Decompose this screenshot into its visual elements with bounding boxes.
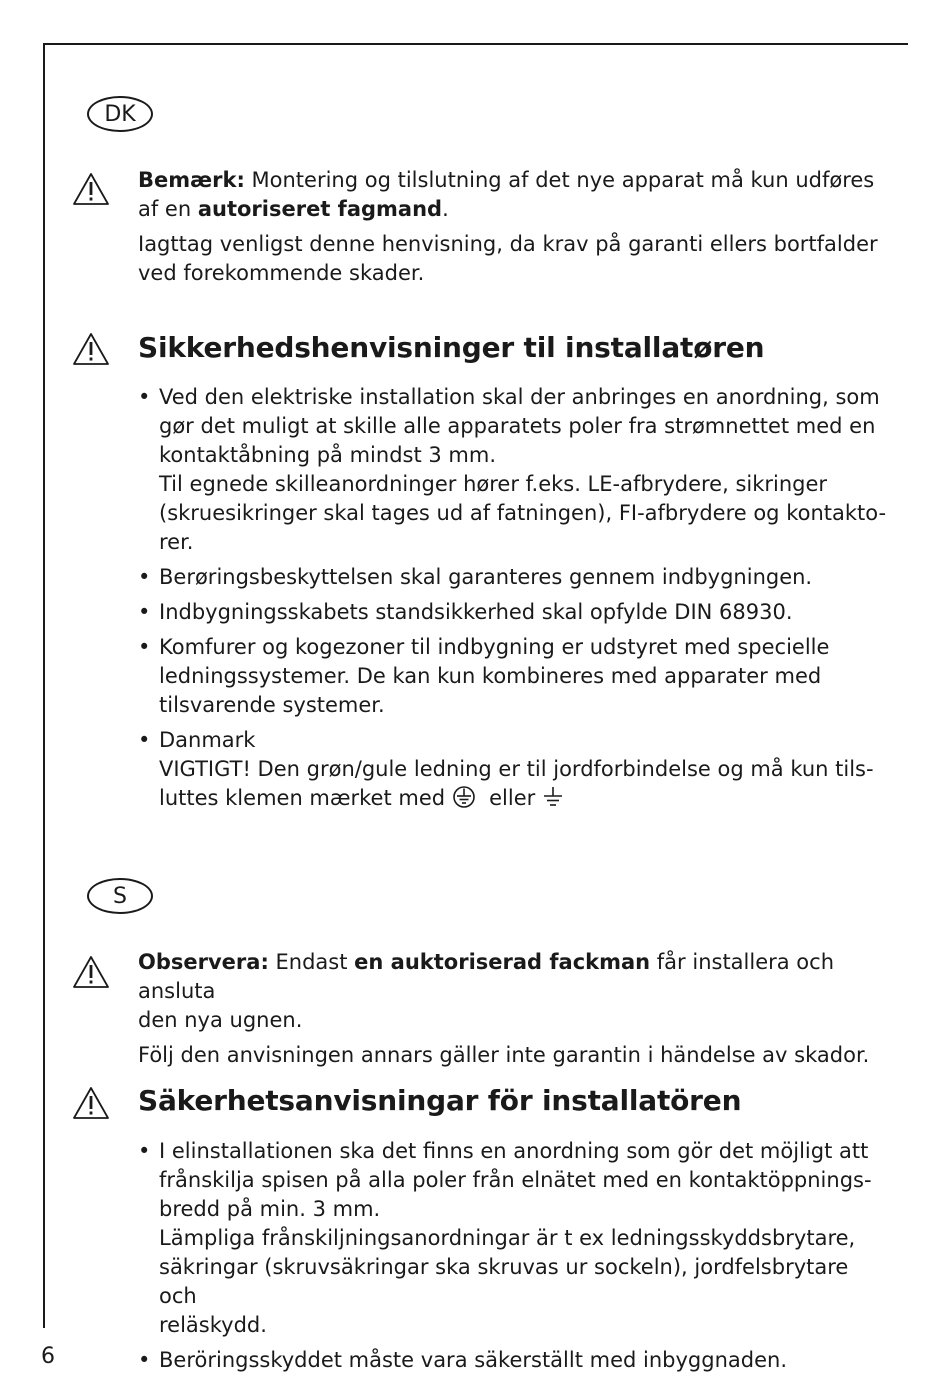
dk-note-text-1: Montering og tilslutning af det nye apparat må kun udføres xyxy=(244,168,875,192)
list-item xyxy=(138,383,888,557)
dk-safety-list xyxy=(138,383,888,819)
list-item xyxy=(138,1137,888,1340)
list-item-line: gør det muligt at skille alle apparatets poler fra strømnettet med en xyxy=(159,414,876,438)
warning-triangle-icon xyxy=(72,1086,110,1120)
list-item-line: Til egnede skilleanordninger hører f.eks. LE-afbrydere, sikringer xyxy=(159,472,828,496)
se-note-para-2: Följ den anvisningen annars gäller inte garantin i händelse av skador. xyxy=(138,1043,870,1067)
se-note-line-1 xyxy=(138,948,883,1006)
frame-top-border xyxy=(43,43,908,45)
list-item-line: Lämpliga frånskiljningsanordningar är t ex ledningsskyddsbrytare, xyxy=(159,1226,856,1250)
dk-note-line-2 xyxy=(138,195,883,224)
list-item-line: • Danmark xyxy=(159,728,256,752)
se-note-label: Observera: xyxy=(138,950,269,974)
language-badge-dk-label: DK xyxy=(104,101,136,127)
dk-note-emphasis: autoriseret fagmand xyxy=(197,197,443,221)
dk-section-heading: Sikkerhedshenvisninger til installatøren xyxy=(138,331,765,364)
se-note-line-2: den nya ugnen. xyxy=(138,1008,303,1032)
list-item-line: • Komfurer og kogezoner til indbygning er udstyret med specielle xyxy=(159,635,830,659)
warning-triangle-icon xyxy=(72,172,110,206)
list-item-line: • Indbygningsskabets standsikkerhed skal opfylde DIN 68930. xyxy=(159,600,793,624)
list-item-line: (skruesikringer skal tages ud af fatningen), FI-afbrydere og kontakto- xyxy=(159,501,887,525)
list-item xyxy=(138,598,888,627)
list-item-line: säkringar (skruvsäkringar ska skruvas ur sockeln), jordfelsbrytare och xyxy=(159,1255,849,1308)
list-item-line xyxy=(159,784,888,813)
list-item-line: • Beröringsskyddet måste vara säkerställt med inbyggnaden. xyxy=(159,1348,787,1372)
list-item xyxy=(138,633,888,720)
dk-note-para-2-line-1: Iagttag venligst denne henvisning, da krav på garanti ellers bortfalder xyxy=(138,232,878,256)
language-badge-se xyxy=(87,878,153,914)
language-badge-se-label: S xyxy=(113,883,127,909)
list-item-line: frånskilja spisen på alla poler från elnätet med en kontaktöppnings- xyxy=(159,1168,872,1192)
dk-note-para-2-line-2: ved forekommende skader. xyxy=(138,261,425,285)
protective-earth-circle-icon xyxy=(452,785,476,809)
list-item-line: • Ved den elektriske installation skal der anbringes en anordning, som xyxy=(159,385,880,409)
list-item xyxy=(138,1346,888,1375)
page-number: 6 xyxy=(41,1344,55,1369)
se-note-text-1c: får installera och ansluta xyxy=(138,950,835,1003)
list-item-text: eller xyxy=(489,786,536,810)
dk-note-text-2c: . xyxy=(442,197,449,221)
frame-left-border xyxy=(43,43,45,1328)
se-installation-note xyxy=(138,948,883,1070)
warning-triangle-icon xyxy=(72,955,110,989)
list-item-line: tilsvarende systemer. xyxy=(159,693,385,717)
list-item-line: • I elinstallationen ska det finns en anordning som gör det möjligt att xyxy=(159,1139,869,1163)
dk-note-line-1 xyxy=(138,166,883,195)
list-item-line: bredd på min. 3 mm. xyxy=(159,1197,381,1221)
list-item xyxy=(138,563,888,592)
se-note-emphasis: en auktoriserad fackman xyxy=(354,950,651,974)
dk-note-label: Bemærk: xyxy=(138,168,245,192)
earth-ground-icon xyxy=(542,785,564,809)
dk-installation-note xyxy=(138,166,883,288)
list-item-text: luttes klemen mærket med xyxy=(159,786,446,810)
se-safety-list xyxy=(138,1137,888,1381)
list-item-line: ledningssystemer. De kan kun kombineres med apparater med xyxy=(159,664,822,688)
language-badge-dk xyxy=(87,96,153,132)
warning-triangle-icon xyxy=(72,332,110,366)
se-note-text-1a: Endast xyxy=(268,950,355,974)
list-item-line: kontaktåbning på mindst 3 mm. xyxy=(159,443,497,467)
list-item-line: VIGTIGT! Den grøn/gule ledning er til jordforbindelse og må kun tils- xyxy=(159,757,874,781)
list-item xyxy=(138,726,888,813)
list-item-line: rer. xyxy=(159,530,194,554)
list-item-line: reläskydd. xyxy=(159,1313,267,1337)
dk-note-text-2a: af en xyxy=(138,197,198,221)
list-item-line: • Berøringsbeskyttelsen skal garanteres gennem indbygningen. xyxy=(159,565,813,589)
se-section-heading: Säkerhetsanvisningar för installatören xyxy=(138,1084,742,1117)
